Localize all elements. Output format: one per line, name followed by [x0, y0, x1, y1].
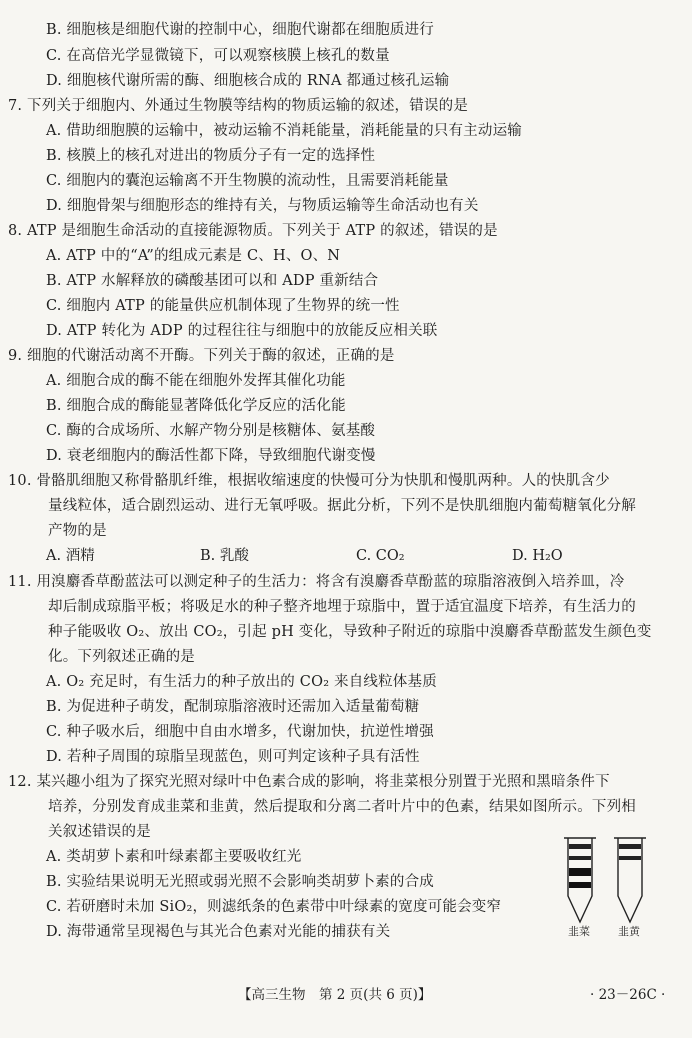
text-line-q11a: A. O₂ 充足时，有生活力的种子放出的 CO₂ 来自线粒体基质 [46, 674, 437, 690]
text-line-q9a: A. 细胞合成的酶不能在细胞外发挥其催化功能 [46, 373, 346, 389]
text-line-q11b: 却后制成琼脂平板；将吸足水的种子整齐地埋于琼脂中，置于适宜温度下培养，有生活力的 [48, 599, 636, 615]
text-line-q7c: C. 细胞内的囊泡运输离不开生物膜的流动性，且需要消耗能量 [46, 173, 449, 189]
text-line-q10: 10. 骨骼肌细胞又称骨骼肌纤维，根据收缩速度的快慢可分为快肌和慢肌两种。人的快肌含少 [8, 473, 610, 489]
text-line-q12bb: B. 实验结果说明无光照或弱光照不会影响类胡萝卜素的合成 [46, 874, 434, 890]
text-line-q7: 7. 下列关于细胞内、外通过生物膜等结构的物质运输的叙述，错误的是 [8, 98, 469, 114]
text-line-q12b: 培养，分别发育成韭菜和韭黄，然后提取和分离二者叶片中的色素，结果如图所示。下列相 [48, 799, 636, 815]
text-line-q9b: B. 细胞合成的酶能显著降低化学反应的活化能 [46, 398, 346, 414]
q10-option-b: B. 乳酸 [200, 548, 249, 564]
text-line-q8d: D. ATP 转化为 ADP 的过程往往与细胞中的放能反应相关联 [46, 323, 438, 339]
figure-label-jiucai: 韭菜 [568, 925, 590, 938]
text-line-q12c: 关叙述错误的是 [48, 824, 151, 840]
text-line-q11cc: C. 种子吸水后，细胞中自由水增多，代谢加快，抗逆性增强 [46, 724, 434, 740]
chromatography-figure [560, 834, 660, 944]
text-line-l2: C. 在高倍光学显微镜下，可以观察核膜上核孔的数量 [46, 48, 390, 64]
text-line-q12dd: D. 海带通常呈现褐色与其光合色素对光能的捕获有关 [46, 924, 391, 940]
text-line-q9d: D. 衰老细胞内的酶活性都下降，导致细胞代谢变慢 [46, 448, 376, 464]
text-line-q11bb: B. 为促进种子萌发，配制琼脂溶液时还需加入适量葡萄糖 [46, 699, 420, 715]
q10-option-d: D. H₂O [512, 548, 563, 564]
q10-options-row [0, 546, 692, 566]
text-line-q11dd: D. 若种子周围的琼脂呈现蓝色，则可判定该种子具有活性 [46, 749, 420, 765]
filter-strip-diagram [560, 834, 660, 930]
text-line-q8: 8. ATP 是细胞生命活动的直接能源物质。下列关于 ATP 的叙述，错误的是 [8, 223, 498, 239]
q10-option-a: A. 酒精 [46, 548, 95, 564]
text-line-q7b: B. 核膜上的核孔对进出的物质分子有一定的选择性 [46, 148, 376, 164]
page-footer-code: · 23－26C · [590, 987, 666, 1003]
text-line-q11d: 化。下列叙述正确的是 [48, 649, 195, 665]
figure-label-jiuhuang: 韭黄 [618, 925, 640, 938]
text-line-q11c: 种子能吸收 O₂、放出 CO₂，引起 pH 变化，导致种子附近的琼脂中溴麝香草酚蓝发生颜色变 [48, 624, 652, 640]
text-line-q9c: C. 酶的合成场所、水解产物分别是核糖体、氨基酸 [46, 423, 376, 439]
text-line-q12: 12. 某兴趣小组为了探究光照对绿叶中色素合成的影响，将韭菜根分别置于光照和黑暗条件下 [8, 774, 610, 790]
page-footer-center: 【高三生物 第 2 页(共 6 页)】 [238, 987, 432, 1003]
q10-option-c: C. CO₂ [356, 548, 405, 564]
text-line-l1: B. 细胞核是细胞代谢的控制中心，细胞代谢都在细胞质进行 [46, 22, 434, 38]
text-line-q8b: B. ATP 水解释放的磷酸基团可以和 ADP 重新结合 [46, 273, 379, 289]
text-line-q7d: D. 细胞骨架与细胞形态的维持有关，与物质运输等生命活动也有关 [46, 198, 479, 214]
text-line-q10b: 量线粒体，适合剧烈运动、进行无氧呼吸。据此分析，下列不是快肌细胞内葡萄糖氧化分解 [48, 498, 636, 514]
text-line-q9: 9. 细胞的代谢活动离不开酶。下列关于酶的叙述，正确的是 [8, 348, 395, 364]
text-line-q8c: C. 细胞内 ATP 的能量供应机制体现了生物界的统一性 [46, 298, 400, 314]
text-line-q12a: A. 类胡萝卜素和叶绿素都主要吸收红光 [46, 849, 302, 865]
text-line-q11: 11. 用溴麝香草酚蓝法可以测定种子的生活力：将含有溴麝香草酚蓝的琼脂溶液倒入培养皿，冷 [8, 574, 625, 590]
text-line-q7a: A. 借助细胞膜的运输中，被动运输不消耗能量，消耗能量的只有主动运输 [46, 123, 522, 139]
text-line-q8a: A. ATP 中的“A”的组成元素是 C、H、O、N [46, 248, 341, 264]
text-line-q10c: 产物的是 [48, 523, 107, 539]
text-line-q12cc: C. 若研磨时未加 SiO₂，则滤纸条的色素带中叶绿素的宽度可能会变窄 [46, 899, 502, 915]
text-line-l3: D. 细胞核代谢所需的酶、细胞核合成的 RNA 都通过核孔运输 [46, 73, 450, 89]
